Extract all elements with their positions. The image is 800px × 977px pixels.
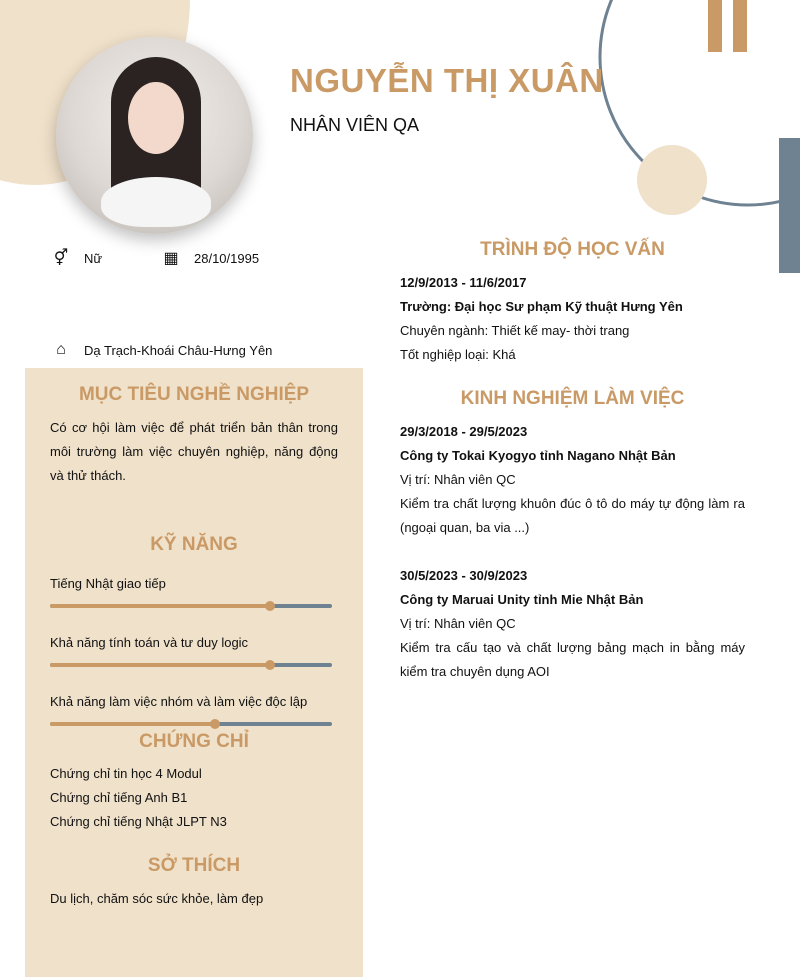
skill-bar bbox=[50, 663, 332, 667]
skill-bar-fill bbox=[50, 604, 270, 608]
experience-item bbox=[400, 564, 745, 684]
home-icon: ⌂ bbox=[56, 341, 66, 358]
education-section bbox=[400, 271, 745, 367]
profile-photo bbox=[56, 37, 253, 234]
experience-company: Công ty Maruai Unity tỉnh Mie Nhật Bản bbox=[400, 592, 644, 607]
certificates-list bbox=[50, 762, 227, 834]
gender-value: Nữ bbox=[84, 250, 103, 266]
objective-text: Có cơ hội làm việc để phát triển bản thân trong môi trường làm việc chuyên nghiệp, năng động và thử thách. bbox=[50, 420, 338, 483]
skill-bar bbox=[50, 604, 332, 608]
birthdate-value: 28/10/1995 bbox=[194, 250, 260, 266]
skills-list bbox=[50, 572, 332, 749]
experience-desc: Kiểm tra cấu tạo và chất lượng bảng mạch in bằng máy kiểm tra chuyên dụng AOI bbox=[400, 640, 745, 679]
candidate-role: NHÂN VIÊN QA bbox=[290, 115, 420, 135]
decor-bar bbox=[733, 0, 747, 52]
decor-rect bbox=[779, 138, 800, 273]
certificate-item: Chứng chỉ tiếng Anh B1 bbox=[50, 790, 188, 805]
experience-period: 29/3/2018 - 29/5/2023 bbox=[400, 424, 528, 439]
experience-company: Công ty Tokai Kyogyo tỉnh Nagano Nhật Bản bbox=[400, 448, 676, 463]
education-school: Trường: Đại học Sư phạm Kỹ thuật Hưng Yên bbox=[400, 299, 683, 314]
decor-bar bbox=[708, 0, 722, 52]
education-grade: Tốt nghiệp loại: Khá bbox=[400, 347, 516, 362]
experience-position: Vị trí: Nhân viên QC bbox=[400, 616, 516, 631]
skill-bar-knob bbox=[210, 719, 220, 729]
experience-item bbox=[400, 420, 745, 540]
experience-period: 30/5/2023 - 30/9/2023 bbox=[400, 568, 528, 583]
hobbies-text: Du lịch, chăm sóc sức khỏe, làm đẹp bbox=[50, 891, 264, 906]
skill-item bbox=[50, 572, 332, 621]
skill-item bbox=[50, 631, 332, 680]
skill-label: Khả năng tính toán và tư duy logic bbox=[50, 635, 249, 650]
education-major: Chuyên ngành: Thiết kế may- thời trang bbox=[400, 323, 630, 338]
certificates-title: CHỨNG CHỈ bbox=[139, 731, 249, 752]
hobbies-title: SỞ THÍCH bbox=[147, 855, 241, 876]
gender-info bbox=[52, 248, 102, 268]
experience-section bbox=[400, 420, 745, 684]
experience-position: Vị trí: Nhân viên QC bbox=[400, 472, 516, 487]
certificate-item: Chứng chỉ tiếng Nhật JLPT N3 bbox=[50, 814, 227, 829]
decor-dot bbox=[637, 145, 707, 215]
address-info bbox=[52, 341, 272, 359]
objective-title: MỤC TIÊU NGHỀ NGHIỆP bbox=[78, 384, 310, 405]
skill-label: Khả năng làm việc nhóm và làm việc độc lập bbox=[50, 694, 308, 709]
skill-bar-knob bbox=[265, 660, 275, 670]
skill-bar-fill bbox=[50, 663, 270, 667]
birthdate-info bbox=[162, 248, 259, 268]
education-period: 12/9/2013 - 11/6/2017 bbox=[400, 275, 527, 290]
education-title: TRÌNH ĐỘ HỌC VẤN bbox=[480, 239, 665, 260]
address-value: Dạ Trạch-Khoái Châu-Hưng Yên bbox=[84, 342, 273, 358]
experience-desc: Kiểm tra chất lượng khuôn đúc ô tô do máy tự động làm ra (ngoại quan, ba via ...) bbox=[400, 496, 745, 535]
skill-bar bbox=[50, 722, 332, 726]
skill-label: Tiếng Nhật giao tiếp bbox=[50, 576, 166, 591]
certificate-item: Chứng chỉ tin học 4 Modul bbox=[50, 766, 202, 781]
calendar-icon: ▦ bbox=[163, 250, 179, 267]
skill-bar-knob bbox=[265, 601, 275, 611]
experience-title: KINH NGHIỆM LÀM VIỆC bbox=[460, 388, 685, 409]
candidate-name: NGUYỄN THỊ XUÂN bbox=[290, 62, 604, 99]
gender-icon: ⚥ bbox=[53, 250, 69, 267]
skill-bar-fill bbox=[50, 722, 215, 726]
decor-ring bbox=[600, 0, 800, 205]
skills-title: KỸ NĂNG bbox=[150, 534, 238, 555]
